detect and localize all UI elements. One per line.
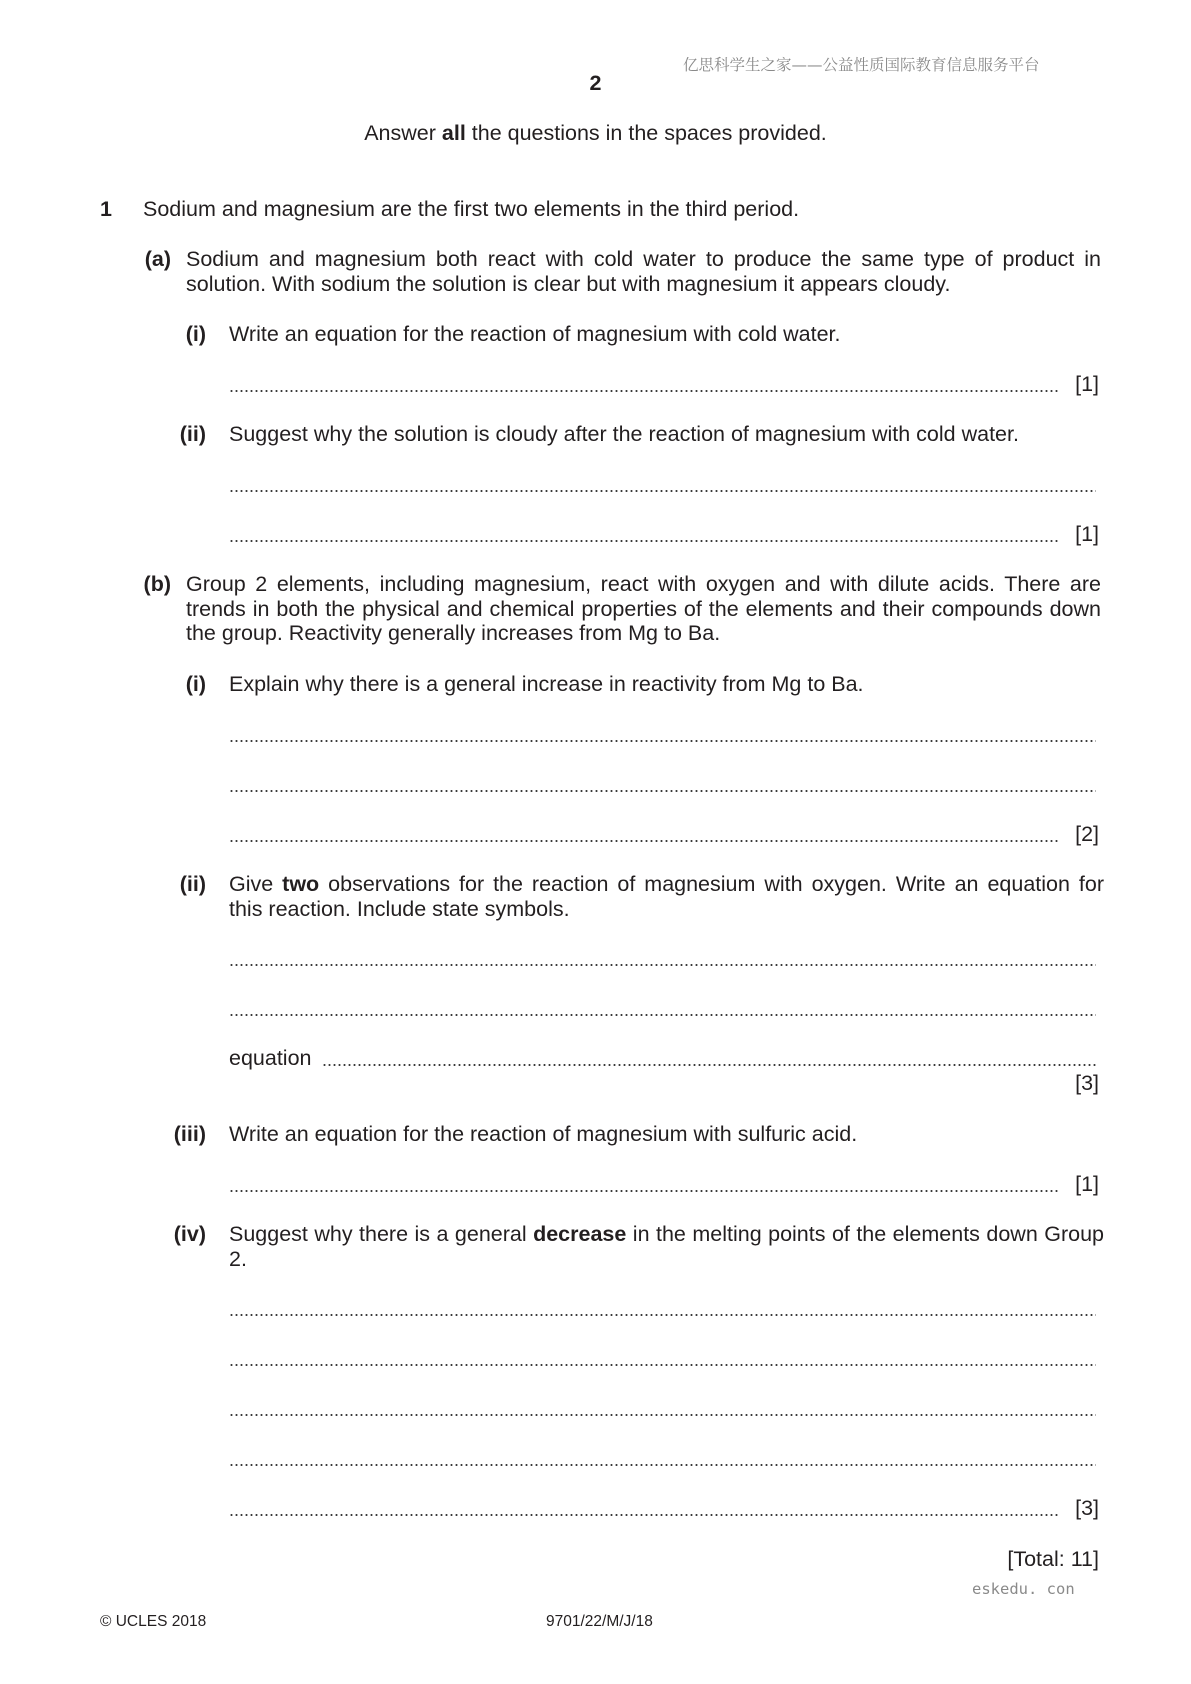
mark-a-ii: [1]	[1075, 522, 1099, 546]
part-a-ii-text: Suggest why the solution is cloudy after the reaction of magnesium with cold water.	[229, 422, 1019, 446]
part-a-i-label: (i)	[185, 322, 206, 346]
answer-line[interactable]	[229, 789, 1096, 793]
answer-line[interactable]	[229, 1313, 1096, 1317]
part-b-i-label: (i)	[185, 672, 206, 696]
page-number: 2	[589, 71, 602, 95]
answer-line[interactable]	[229, 1513, 1059, 1517]
answer-line[interactable]	[229, 839, 1059, 843]
part-b-i-text: Explain why there is a general increase in reactivity from Mg to Ba.	[229, 672, 864, 696]
part-b-iii-label: (iii)	[173, 1122, 206, 1146]
part-b-ii-text-pre: Give	[229, 872, 283, 896]
part-b-iv-text-bold: decrease	[533, 1222, 627, 1246]
mark-b-ii: [3]	[1075, 1071, 1099, 1095]
watermark-top: 亿思科学生之家——公益性质国际教育信息服务平台	[683, 56, 1040, 74]
part-a-i-text: Write an equation for the reaction of magnesium with cold water.	[229, 322, 841, 346]
answer-line[interactable]	[229, 1363, 1096, 1367]
answer-line[interactable]	[229, 1013, 1096, 1017]
answer-line[interactable]	[229, 1463, 1096, 1467]
mark-b-iii: [1]	[1075, 1172, 1099, 1196]
part-b-ii-text	[229, 872, 1104, 921]
instruction-post: the questions in the spaces provided.	[465, 121, 827, 145]
part-a-label: (a)	[144, 247, 171, 271]
equation-line[interactable]	[322, 1063, 1096, 1067]
part-b-label: (b)	[143, 572, 171, 596]
part-b-ii-text-bold: two	[282, 872, 320, 896]
answer-line[interactable]	[229, 489, 1096, 493]
answer-line[interactable]	[229, 1189, 1059, 1193]
part-b-ii-text-post: observations for the reaction of magnesium with oxygen. Write an equation for this reaction. Include state symbols.	[229, 872, 1104, 921]
answer-line[interactable]	[229, 739, 1096, 743]
part-b-iv-text	[229, 1222, 1104, 1271]
answer-line[interactable]	[229, 539, 1059, 543]
answer-line[interactable]	[229, 963, 1096, 967]
part-b-text: Group 2 elements, including magnesium, react with oxygen and with dilute acids. There are trends in both the physical and chemical properties of the elements and their compounds down the group. Reactivity generally increases from Mg to Ba.	[186, 572, 1101, 645]
mark-a-i: [1]	[1075, 372, 1099, 396]
watermark-bottom: eskedu. con	[972, 1580, 1075, 1598]
copyright: © UCLES 2018	[100, 1613, 207, 1630]
instruction-pre: Answer	[364, 121, 442, 145]
instruction-bold: all	[441, 121, 466, 145]
answer-line[interactable]	[229, 389, 1059, 393]
part-a-text: Sodium and magnesium both react with cold water to produce the same type of product in solution. With sodium the solution is clear but with magnesium it appears cloudy.	[186, 247, 1101, 296]
total-marks: [Total: 11]	[1007, 1547, 1099, 1571]
paper-code: 9701/22/M/J/18	[546, 1613, 653, 1630]
part-a-ii-label: (ii)	[179, 422, 206, 446]
part-b-iii-text: Write an equation for the reaction of magnesium with sulfuric acid.	[229, 1122, 858, 1146]
part-b-iv-text-pre: Suggest why there is a general	[229, 1222, 534, 1246]
part-b-ii-label: (ii)	[179, 872, 206, 896]
mark-b-i: [2]	[1075, 822, 1099, 846]
question-stem: Sodium and magnesium are the first two elements in the third period.	[143, 197, 800, 221]
question-number: 1	[100, 197, 112, 221]
equation-label: equation	[229, 1046, 312, 1070]
instruction	[0, 121, 1191, 146]
mark-b-iv: [3]	[1075, 1496, 1099, 1520]
answer-line[interactable]	[229, 1413, 1096, 1417]
part-b-iv-label: (iv)	[173, 1222, 206, 1246]
part-b-iv-text-post: in the melting points of the elements down Group 2.	[229, 1222, 1104, 1271]
